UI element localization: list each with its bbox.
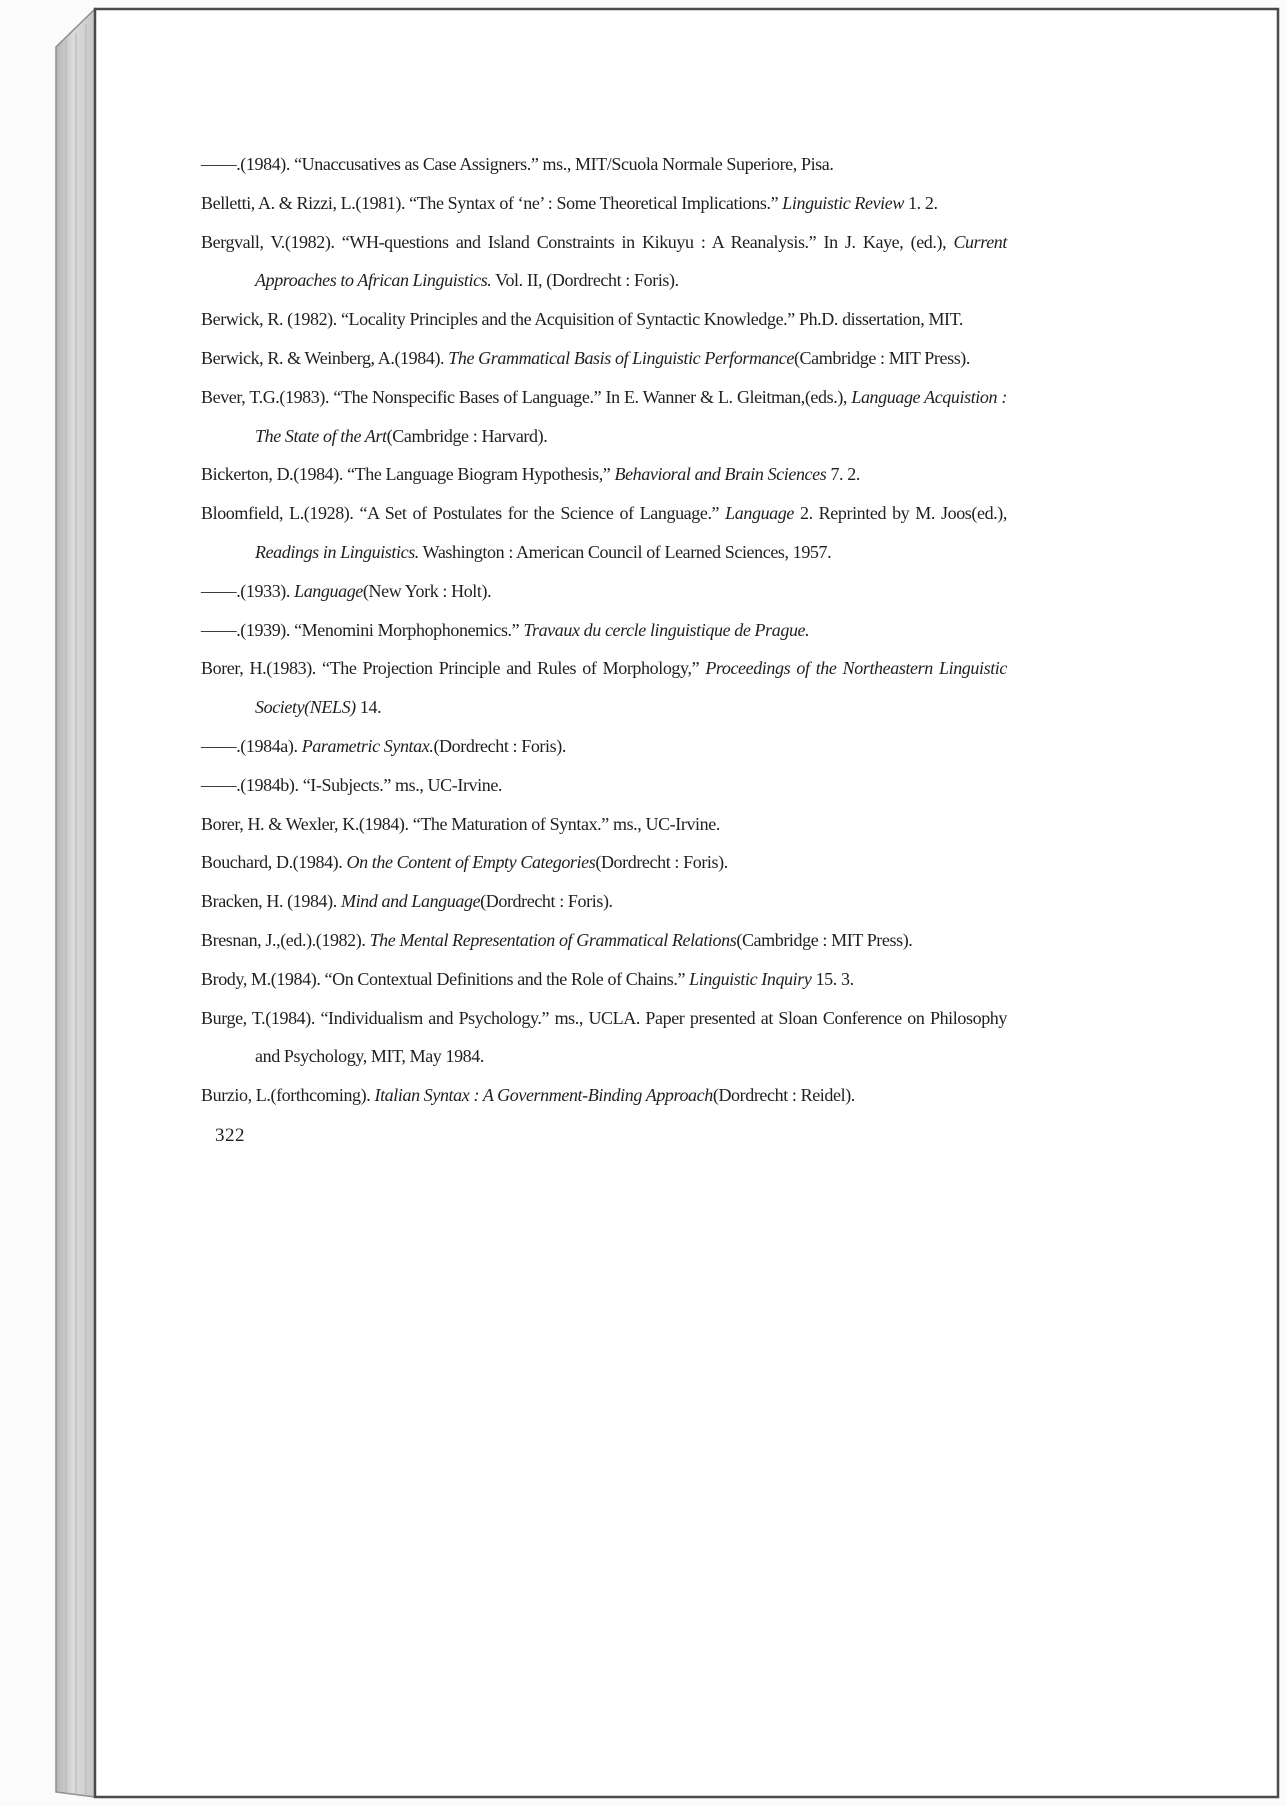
bibliography-entry [201, 805, 1007, 844]
entry-segment-italic: Language [294, 580, 363, 601]
entry-segment: Bouchard, D.(1984). [201, 852, 347, 873]
entry-segment-italic: Linguistic Review [782, 192, 904, 213]
entry-segment: Bergvall, V.(1982). “WH-questions and Island Constraints in Kikuyu : A Reanalysis.” In J. Kaye, (ed.), [201, 231, 954, 252]
entry-segment-italic: Readings in Linguistics. [255, 541, 419, 562]
entry-segment: Bresnan, J.,(ed.).(1982). [201, 929, 370, 950]
entry-segment: 7. 2. [826, 464, 860, 485]
entry-segment: 2. Reprinted by M. Joos(ed.), [793, 503, 1007, 524]
entry-segment: Bever, T.G.(1983). “The Nonspecific Bases of Language.” In E. Wanner & L. Gleitman,(eds.), [201, 386, 852, 407]
bibliography-entry [201, 455, 1007, 494]
entry-segment: ——.(1933). [201, 580, 295, 601]
entry-segment: (Cambridge : MIT Press). [793, 347, 970, 368]
bibliography-list [201, 145, 1007, 1115]
entry-segment: Borer, H.(1983). “The Projection Principle and Rules of Morphology,” [201, 658, 706, 679]
entry-segment: (Dordrecht : Foris). [595, 852, 728, 873]
bibliography-entry [201, 339, 1007, 378]
entry-segment: (Dordrecht : Foris). [480, 891, 613, 912]
bibliography-entry [201, 378, 1007, 456]
entry-segment: 14. [355, 697, 382, 718]
entry-segment-italic: Mind and Language [340, 891, 481, 912]
entry-segment: (Cambridge : MIT Press). [736, 929, 913, 950]
bibliography-entry [201, 649, 1007, 727]
bibliography-entry [201, 184, 1007, 223]
bibliography-entry [201, 1076, 1007, 1115]
entry-segment: Washington : American Council of Learned Sciences, 1957. [418, 541, 832, 562]
entry-segment: Borer, H. & Wexler, K.(1984). “The Maturation of Syntax.” ms., UC-Irvine. [201, 813, 720, 834]
bibliography-entry [201, 999, 1007, 1077]
entry-segment: Vol. II, (Dordrecht : Foris). [491, 270, 679, 291]
entry-segment-italic: Parametric Syntax. [301, 735, 434, 756]
entry-segment: Burge, T.(1984). “Individualism and Psychology.” ms., UCLA. Paper presented at Sloan Conference on Philosophy and Psychology, MIT, May 1984. [201, 1007, 1007, 1067]
entry-segment-italic: Proceedings of the Northeastern Linguistic Society(NELS) [255, 658, 1007, 718]
entry-segment-italic: Travaux du cercle linguistique de Prague. [523, 619, 810, 640]
entry-segment: (Dordrecht : Foris). [433, 735, 566, 756]
bibliography-entry [201, 300, 1007, 339]
bibliography-entry [201, 611, 1007, 650]
bibliography-entry [201, 766, 1007, 805]
entry-segment-italic: Linguistic Inquiry [689, 968, 812, 989]
entry-segment: ——.(1984b). “I-Subjects.” ms., UC-Irvine. [201, 774, 503, 795]
bibliography-entry [201, 882, 1007, 921]
bibliography-entry [201, 145, 1007, 184]
bibliography-entry [201, 843, 1007, 882]
entry-segment: (Dordrecht : Reidel). [712, 1085, 855, 1106]
entry-segment-italic: On the Content of Empty Categories [346, 852, 596, 873]
entry-segment: (New York : Holt). [362, 580, 492, 601]
entry-segment-italic: Current Approaches to African Linguistics. [255, 231, 1007, 291]
entry-segment: ——.(1984). “Unaccusatives as Case Assigners.” ms., MIT/Scuola Normale Superiore, Pisa. [201, 154, 834, 174]
bibliography-entry [201, 572, 1007, 611]
entry-segment: Belletti, A. & Rizzi, L.(1981). “The Syntax of ‘ne’ : Some Theoretical Implications.” [201, 192, 783, 213]
entry-segment: Burzio, L.(forthcoming). [201, 1085, 375, 1106]
entry-segment: (Cambridge : Harvard). [386, 425, 548, 446]
bibliography-entry [201, 727, 1007, 766]
entry-segment: Brody, M.(1984). “On Contextual Definitions and the Role of Chains.” [201, 968, 690, 989]
entry-segment-italic: The Mental Representation of Grammatical Relations [369, 929, 737, 950]
entry-segment-italic: The Grammatical Basis of Linguistic Performance [448, 347, 794, 368]
entry-segment: 15. 3. [811, 968, 854, 989]
entry-segment-italic: Language Acquistion : The State of the Art [255, 386, 1007, 446]
page-content [95, 9, 1278, 1797]
entry-segment: Berwick, R. & Weinberg, A.(1984). [201, 347, 449, 368]
entry-segment: Berwick, R. (1982). “Locality Principles and the Acquisition of Syntactic Knowledge.” Ph.D. dissertation, MIT. [201, 309, 964, 330]
bibliography-entry [201, 960, 1007, 999]
bibliography-entry [201, 921, 1007, 960]
entry-segment-italic: Italian Syntax : A Government-Binding Approach [374, 1085, 713, 1106]
bibliography-entry [201, 223, 1007, 301]
entry-segment-italic: Language [725, 503, 794, 524]
entry-segment: Bracken, H. (1984). [201, 891, 341, 912]
entry-segment: 1. 2. [903, 192, 938, 213]
entry-segment: ——.(1984a). [201, 735, 302, 756]
bibliography-entry [201, 494, 1007, 572]
entry-segment: ——.(1939). “Menomini Morphophonemics.” [201, 619, 524, 640]
entry-segment: Bloomfield, L.(1928). “A Set of Postulates for the Science of Language.” [201, 503, 726, 524]
page-number: 322 [215, 1124, 245, 1146]
entry-segment-italic: Behavioral and Brain Sciences [614, 464, 827, 485]
entry-segment: Bickerton, D.(1984). “The Language Biogram Hypothesis,” [201, 464, 615, 485]
